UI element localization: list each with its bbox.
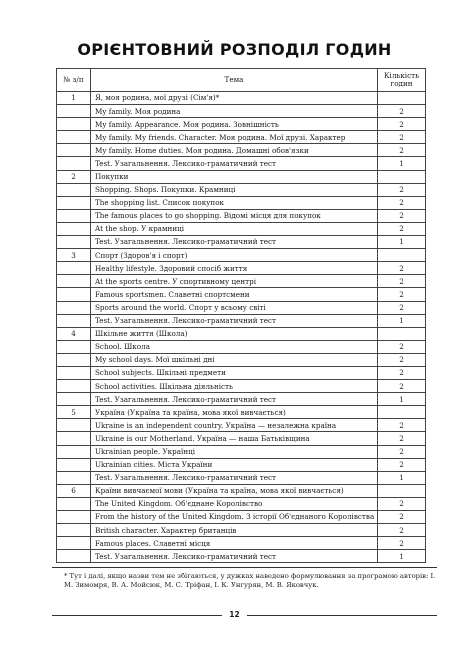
table-row [57, 183, 426, 196]
row-topic: My family. My friends. Character. Моя родина. Мої друзі. Характер [91, 131, 378, 144]
row-topic: My school days. Мої шкільні дні [91, 353, 378, 366]
row-number [57, 314, 91, 327]
row-number [57, 209, 91, 222]
row-number: 5 [57, 406, 91, 419]
row-topic: Shopping. Shops. Покупки. Крамниці [91, 183, 378, 196]
row-hours: 2 [378, 432, 426, 445]
row-number [57, 262, 91, 275]
row-topic: School. Школа [91, 340, 378, 353]
row-number [57, 497, 91, 510]
row-topic: School activities. Шкільна діяльність [91, 380, 378, 393]
row-hours: 2 [378, 380, 426, 393]
table-row [57, 497, 426, 510]
row-number [57, 144, 91, 157]
section-row [57, 484, 426, 497]
row-hours: 2 [378, 275, 426, 288]
hours-table [56, 68, 426, 563]
row-hours: 2 [378, 511, 426, 524]
row-topic: British character. Характер британців [91, 524, 378, 537]
table-row [57, 524, 426, 537]
row-number [57, 353, 91, 366]
table-row [57, 105, 426, 118]
table-row [57, 131, 426, 144]
row-number [57, 288, 91, 301]
table-row [57, 380, 426, 393]
row-topic: Healthy lifestyle. Здоровий спосіб життя [91, 262, 378, 275]
table-row [57, 393, 426, 406]
row-hours: 2 [378, 262, 426, 275]
section-row [57, 170, 426, 183]
row-number [57, 366, 91, 379]
row-hours: 2 [378, 118, 426, 131]
row-hours [378, 92, 426, 105]
row-number [57, 340, 91, 353]
table-row [57, 196, 426, 209]
footer-rule-right [247, 615, 437, 616]
row-hours: 2 [378, 537, 426, 550]
table-row [57, 340, 426, 353]
row-hours: 2 [378, 131, 426, 144]
table-row [57, 445, 426, 458]
row-number [57, 524, 91, 537]
row-hours: 2 [378, 196, 426, 209]
row-topic: At the sports centre. У спортивному центрі [91, 275, 378, 288]
table-row [57, 353, 426, 366]
row-hours: 1 [378, 314, 426, 327]
row-number: 2 [57, 170, 91, 183]
row-hours: 2 [378, 524, 426, 537]
table-row [57, 301, 426, 314]
row-number [57, 419, 91, 432]
row-topic: The shopping list. Список покупок [91, 196, 378, 209]
table-row [57, 262, 426, 275]
row-number [57, 222, 91, 235]
row-topic: Спорт (Здоров'я і спорт) [91, 249, 378, 262]
row-topic: Famous sportsmen. Славетні спортсмени [91, 288, 378, 301]
row-hours: 2 [378, 353, 426, 366]
footer-rule-left [52, 615, 222, 616]
row-hours: 2 [378, 419, 426, 432]
row-hours: 2 [378, 445, 426, 458]
row-topic: My family. Моя родина [91, 105, 378, 118]
header-topic: Тема [91, 69, 378, 92]
table-row [57, 458, 426, 471]
table-row [57, 432, 426, 445]
row-hours [378, 406, 426, 419]
row-topic: Україна (Україна та країна, мова якої вивчається) [91, 406, 378, 419]
row-topic: Ukraine is an independent country. Україна — незалежна країна [91, 419, 378, 432]
row-topic: Test. Узагальнення. Лексико-граматичний тест [91, 157, 378, 170]
table-row [57, 209, 426, 222]
row-hours: 2 [378, 222, 426, 235]
row-hours: 2 [378, 301, 426, 314]
row-topic: Sports around the world. Спорт у всьому світі [91, 301, 378, 314]
row-number [57, 275, 91, 288]
row-topic: Я, моя родина, мої друзі (Сім'я)* [91, 92, 378, 105]
table-row [57, 157, 426, 170]
row-topic: Ukraine is our Motherland. Україна — наша Батьківщина [91, 432, 378, 445]
row-hours: 2 [378, 105, 426, 118]
row-number [57, 445, 91, 458]
page-number: 12 [229, 610, 240, 619]
row-topic: At the shop. У крамниці [91, 222, 378, 235]
row-hours: 2 [378, 497, 426, 510]
row-number: 6 [57, 484, 91, 497]
row-number [57, 471, 91, 484]
row-number [57, 236, 91, 249]
row-topic: From the history of the United Kingdom. З історії Об'єднаного Королівства [91, 511, 378, 524]
row-number: 1 [57, 92, 91, 105]
row-hours [378, 484, 426, 497]
row-hours [378, 249, 426, 262]
row-topic: The United Kingdom. Об'єднане Королівство [91, 497, 378, 510]
row-topic: The famous places to go shopping. Відомі місця для покупок [91, 209, 378, 222]
row-topic: My family. Appearance. Моя родина. Зовнішність [91, 118, 378, 131]
row-number [57, 380, 91, 393]
row-number [57, 393, 91, 406]
table-row [57, 419, 426, 432]
header-number: № з/п [57, 69, 91, 92]
row-hours: 1 [378, 236, 426, 249]
section-row [57, 327, 426, 340]
table-row [57, 222, 426, 235]
table-row [57, 537, 426, 550]
row-number [57, 131, 91, 144]
table-row [57, 144, 426, 157]
row-number [57, 183, 91, 196]
row-number [57, 157, 91, 170]
row-topic: Test. Узагальнення. Лексико-граматичний тест [91, 471, 378, 484]
row-hours: 2 [378, 209, 426, 222]
table-header-row [57, 69, 426, 92]
table-row [57, 511, 426, 524]
row-hours: 2 [378, 288, 426, 301]
row-hours: 2 [378, 458, 426, 471]
row-number [57, 537, 91, 550]
row-hours: 1 [378, 157, 426, 170]
table-row [57, 471, 426, 484]
row-hours: 2 [378, 366, 426, 379]
row-number [57, 550, 91, 563]
table-row [57, 314, 426, 327]
row-topic: Test. Узагальнення. Лексико-граматичний тест [91, 550, 378, 563]
row-hours: 1 [378, 471, 426, 484]
footnote: * Тут і далі, якщо назви тем не збігаються, у дужках наведено формулювання за програмою авторів: І. М. Зимомря, В. А. Мойсюк, М. С. Тріфан, І. К. Унгурян, М. В. Яковчук. [64, 572, 436, 590]
row-number [57, 511, 91, 524]
row-number: 4 [57, 327, 91, 340]
row-topic: Ukrainian people. Українці [91, 445, 378, 458]
row-topic: Test. Узагальнення. Лексико-граматичний тест [91, 393, 378, 406]
table-row [57, 550, 426, 563]
row-topic: My family. Home duties. Моя родина. Домашні обов'язки [91, 144, 378, 157]
row-number: 3 [57, 249, 91, 262]
row-number [57, 301, 91, 314]
page-title: ОРІЄНТОВНИЙ РОЗПОДІЛ ГОДИН [77, 40, 392, 59]
row-topic: Test. Узагальнення. Лексико-граматичний тест [91, 314, 378, 327]
row-hours: 2 [378, 183, 426, 196]
row-hours [378, 327, 426, 340]
row-hours: 2 [378, 340, 426, 353]
row-topic: Шкільне життя (Школа) [91, 327, 378, 340]
row-topic: Покупки [91, 170, 378, 183]
row-number [57, 432, 91, 445]
table-row [57, 118, 426, 131]
section-row [57, 92, 426, 105]
row-topic: Test. Узагальнення. Лексико-граматичний тест [91, 236, 378, 249]
footnote-divider [52, 567, 437, 568]
row-number [57, 196, 91, 209]
table-row [57, 288, 426, 301]
row-topic: Ukrainian cities. Міста України [91, 458, 378, 471]
row-topic: Famous places. Славетні місця [91, 537, 378, 550]
row-number [57, 105, 91, 118]
table-row [57, 275, 426, 288]
row-hours [378, 170, 426, 183]
table-body [57, 92, 426, 563]
row-topic: School subjects. Шкільні предмети [91, 366, 378, 379]
section-row [57, 249, 426, 262]
row-number [57, 118, 91, 131]
header-hours: Кількість годин [378, 69, 426, 92]
row-hours: 1 [378, 550, 426, 563]
row-hours: 2 [378, 144, 426, 157]
section-row [57, 406, 426, 419]
row-hours: 1 [378, 393, 426, 406]
table-row [57, 236, 426, 249]
table-row [57, 366, 426, 379]
row-topic: Країни вивчаємої мови (Україна та країна, мова якої вивчається) [91, 484, 378, 497]
row-number [57, 458, 91, 471]
